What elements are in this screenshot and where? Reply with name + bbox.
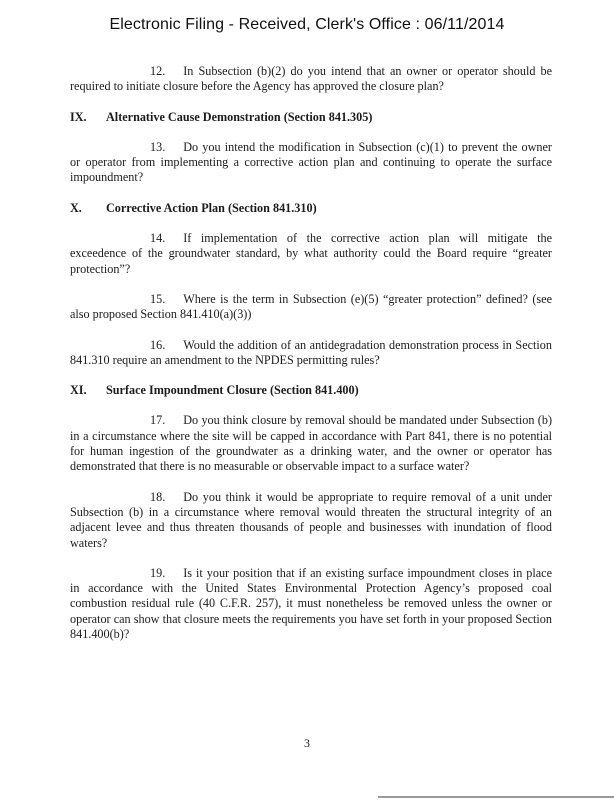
section-title: Surface Impoundment Closure (Section 841.400) (106, 383, 359, 398)
question-text: In Subsection (b)(2) do you intend that an owner or operator should be required to initiate closure before the Agency has approved the closure plan? (70, 64, 552, 94)
scan-edge-line (378, 796, 614, 798)
section-heading-xi (70, 383, 552, 398)
question-text: Do you think closure by removal should be mandated under Subsection (b) in a circumstance where the site will be capped in accordance with Part 841, there is no potential for human ingestion of the groundwater as a drinking water, and the owner or operator has demonstrated that there is no measurable or observable impact to a surface water? (70, 413, 552, 474)
question-19 (70, 566, 552, 642)
section-title: Alternative Cause Demonstration (Section 841.305) (106, 109, 373, 124)
section-number: IX. (70, 109, 87, 124)
question-number: 14. (150, 231, 166, 246)
question-number: 19. (150, 565, 166, 580)
page-number: 3 (304, 736, 310, 750)
question-number: 17. (150, 413, 166, 428)
question-number: 18. (150, 489, 166, 504)
filing-stamp: Electronic Filing - Received, Clerk's Office : 06/11/2014 (109, 16, 505, 33)
question-number: 13. (150, 139, 166, 154)
document-body (70, 64, 552, 657)
question-text: If implementation of the corrective action plan will mitigate the exceedence of the groundwater standard, by what authority could the Board require “greater protection”? (70, 231, 552, 276)
question-text: Is it your position that if an existing surface impoundment closes in place in accordance with the United States Environmental Protection Agency’s proposed coal combustion residual rule (40 C.F.R. 257), it must nonetheless be removed unless the owner or operator can show that closure meets the requirements you have set forth in your proposed Section 841.400(b)? (70, 565, 552, 642)
question-17 (70, 413, 552, 474)
question-text: Would the addition of an antidegradation demonstration process in Section 841.310 require an amendment to the NPDES permitting rules? (70, 337, 552, 367)
section-title: Corrective Action Plan (Section 841.310) (106, 200, 317, 215)
question-14 (70, 231, 552, 277)
question-15 (70, 292, 552, 323)
question-16 (70, 338, 552, 369)
question-number: 15. (150, 291, 166, 306)
section-heading-ix (70, 110, 552, 125)
section-heading-x (70, 201, 552, 216)
question-text: Do you intend the modification in Subsection (c)(1) to prevent the owner or operator from implementing a corrective action plan and continuing to operate the surface impoundment? (70, 139, 552, 185)
section-number: X. (70, 200, 82, 215)
question-13 (70, 140, 552, 186)
question-number: 12. (150, 64, 166, 78)
question-12 (70, 64, 552, 95)
question-18 (70, 490, 552, 551)
question-text: Do you think it would be appropriate to require removal of a unit under Subsection (b) in a circumstance where removal would threaten the structural integrity of an adjacent levee and thus threaten thousands of people and businesses with inundation of flood waters? (70, 489, 552, 550)
section-number: XI. (70, 383, 87, 398)
question-number: 16. (150, 337, 166, 352)
question-text: Where is the term in Subsection (e)(5) “greater protection” defined? (see also proposed Section 841.410(a)(3)) (70, 291, 552, 322)
